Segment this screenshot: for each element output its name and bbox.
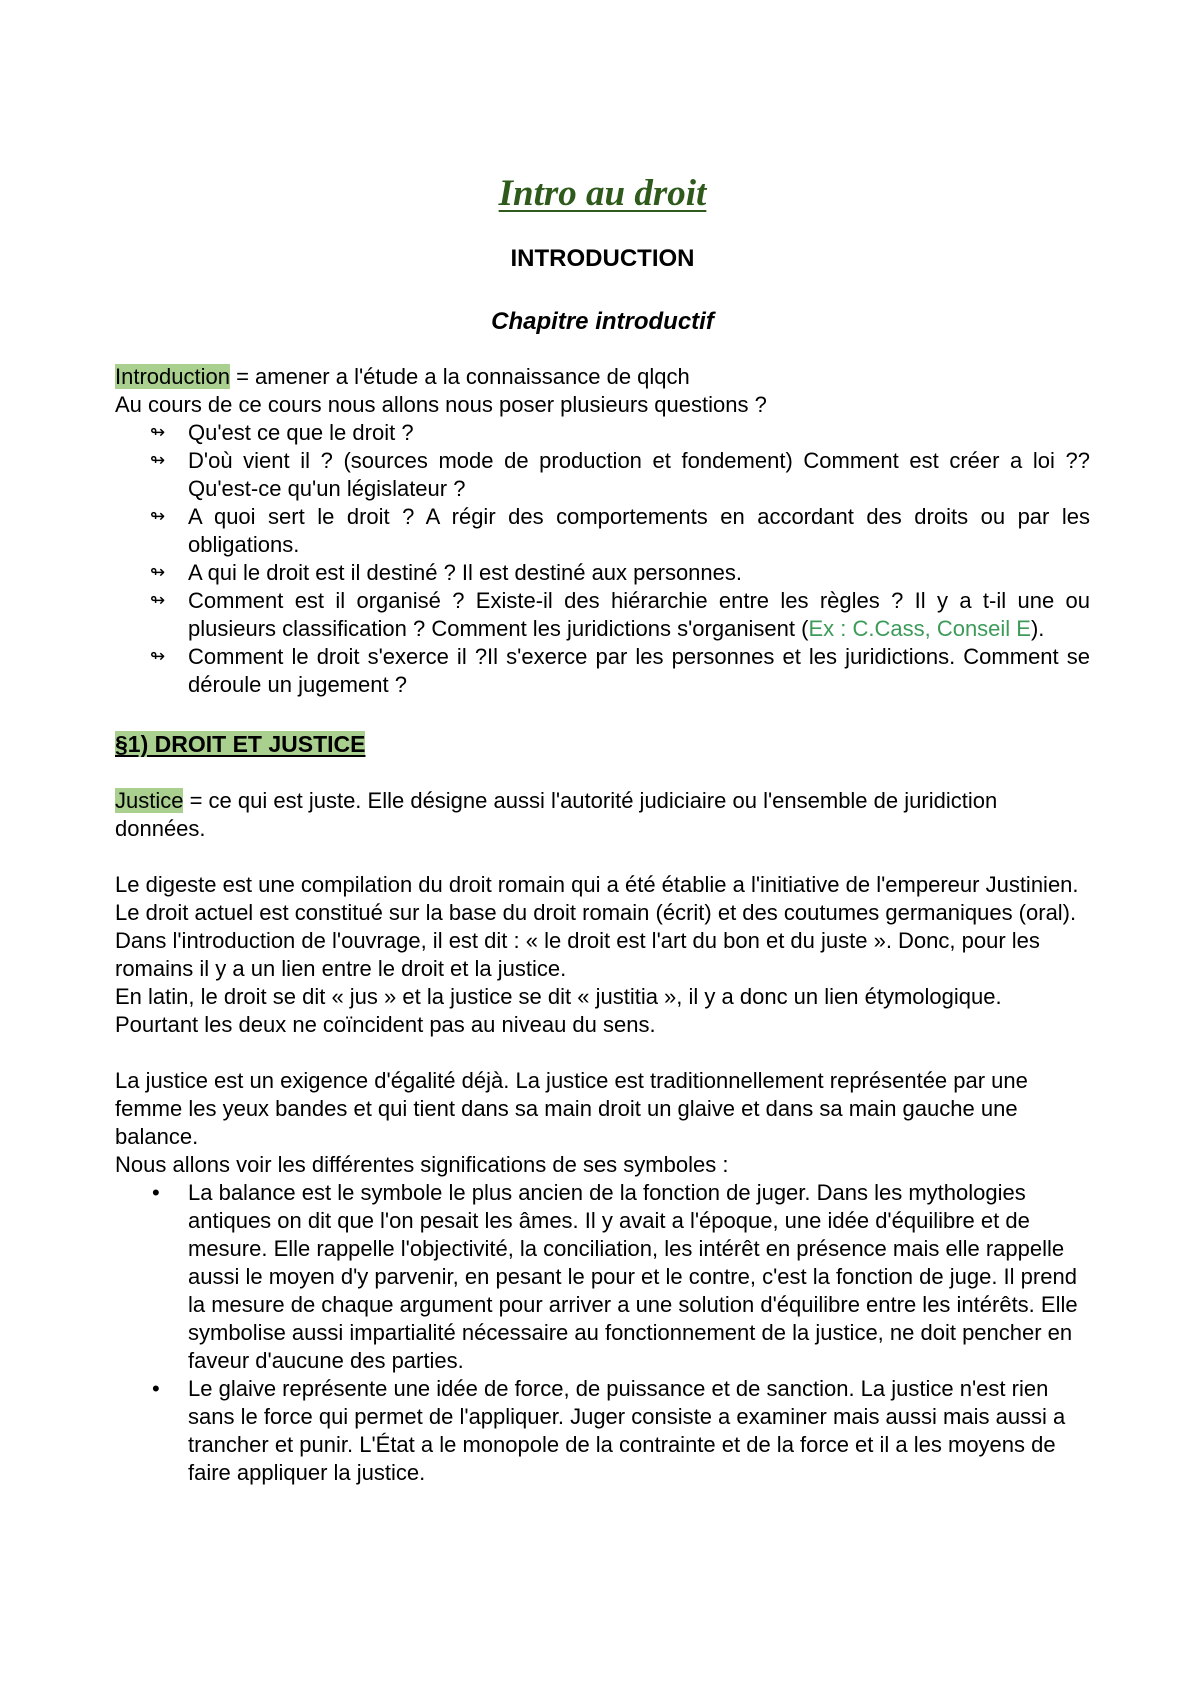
- list-item: • La balance est le symbole le plus ancien de la fonction de juger. Dans les mythologies antiques on dit que l'on pesait les âmes. Il y avait a l'époque, une idée d'équilibre et de mesure. Elle rappelle l'objectivité, la conciliation, les intérêt en présence mais elle rappelle aussi le moyen d'y parvenir, en pesant le pour et le contre, c'est la fonction de juge. Il prend la mesure de chaque argument pour arriver a une solution d'équilibre entre les intérêts. Elle symbolise aussi impartialité nécessaire au fonctionnement de la justice, ne doit pencher en faveur d'aucune des parties.: [152, 1180, 1078, 1373]
- paragraph-justice: La justice est un exigence d'égalité déjà. La justice est traditionnellement représentée par une femme les yeux bandes et qui tient dans sa main droit un glaive et dans sa main gauche une balance.: [115, 1068, 1028, 1149]
- section-heading: §1) DROIT ET JUSTICE: [115, 731, 366, 757]
- definition-text: = amener a l'étude a la connaissance de qlqch: [229, 364, 690, 389]
- example-text: Ex : C.Cass, Conseil E: [808, 616, 1031, 641]
- document-title: Intro au droit: [498, 173, 707, 214]
- arrow-icon: ↬: [150, 450, 166, 471]
- arrow-icon: ↬: [150, 590, 166, 611]
- list-item: ↬ Comment le droit s'exerce il ?Il s'exerce par les personnes et les juridictions. Comment se déroule un jugement ?: [150, 644, 1090, 697]
- list-item: ↬ D'où vient il ? (sources mode de production et fondement) Comment est créer a loi ?? Qu'est-ce qu'un législateur ?: [150, 448, 1090, 501]
- highlighted-term: Introduction: [115, 364, 230, 389]
- justice-definition: Justice = ce qui est juste. Elle désigne aussi l'autorité judiciaire ou l'ensemble de juridiction données.: [115, 788, 998, 841]
- list-item: ↬ Comment est il organisé ? Existe-il des hiérarchie entre les règles ? Il y a t-il une ou plusieurs classification ? Comment les juridictions s'organisent (Ex : C.Cass, Conseil E).: [150, 588, 1090, 641]
- intro-definition: [115, 363, 1090, 391]
- highlighted-term: Justice: [115, 788, 184, 813]
- chapter-title: Chapitre introductif: [491, 308, 714, 335]
- symbol-list: [115, 1179, 1090, 1487]
- arrow-icon: ↬: [150, 646, 166, 667]
- paragraph-latin: En latin, le droit se dit « jus » et la justice se dit « justitia », il y a donc un lien étymologique. Pourtant les deux ne coïncident pas au niveau du sens.: [115, 984, 1002, 1037]
- arrow-icon: ↬: [150, 506, 166, 527]
- list-item: ↬ Qu'est ce que le droit ?: [150, 420, 414, 445]
- paragraph-symbols: Nous allons voir les différentes significations de ses symboles :: [115, 1152, 729, 1177]
- intro-lead: Au cours de ce cours nous allons nous poser plusieurs questions ?: [115, 392, 767, 417]
- bullet-icon: •: [152, 1180, 160, 1205]
- bullet-icon: •: [152, 1376, 160, 1401]
- section-title: INTRODUCTION: [510, 245, 695, 272]
- paragraph-digeste: Le digeste est une compilation du droit romain qui a été établie a l'initiative de l'empereur Justinien. Le droit actuel est constitué sur la base du droit romain (écrit) et des coutumes germaniques (oral). Dans l'introduction de l'ouvrage, il est dit : « le droit est l'art du bon et du juste ». Donc, pour les romains il y a un lien entre le droit et la justice.: [115, 872, 1079, 981]
- list-item: ↬ A qui le droit est il destiné ? Il est destiné aux personnes.: [150, 560, 742, 585]
- arrow-icon: ↬: [150, 562, 166, 583]
- question-list: [115, 419, 1090, 699]
- list-item: • Le glaive représente une idée de force, de puissance et de sanction. La justice n'est rien sans le force qui permet de l'appliquer. Juger consiste a examiner mais aussi mais aussi a trancher et punir. L'État a le monopole de la contrainte et de la force et il a les moyens de faire appliquer la justice.: [152, 1376, 1066, 1485]
- document-body: [115, 170, 1090, 1487]
- list-item: ↬ A quoi sert le droit ? A régir des comportements en accordant des droits ou par les obligations.: [150, 504, 1090, 557]
- arrow-icon: ↬: [150, 422, 166, 443]
